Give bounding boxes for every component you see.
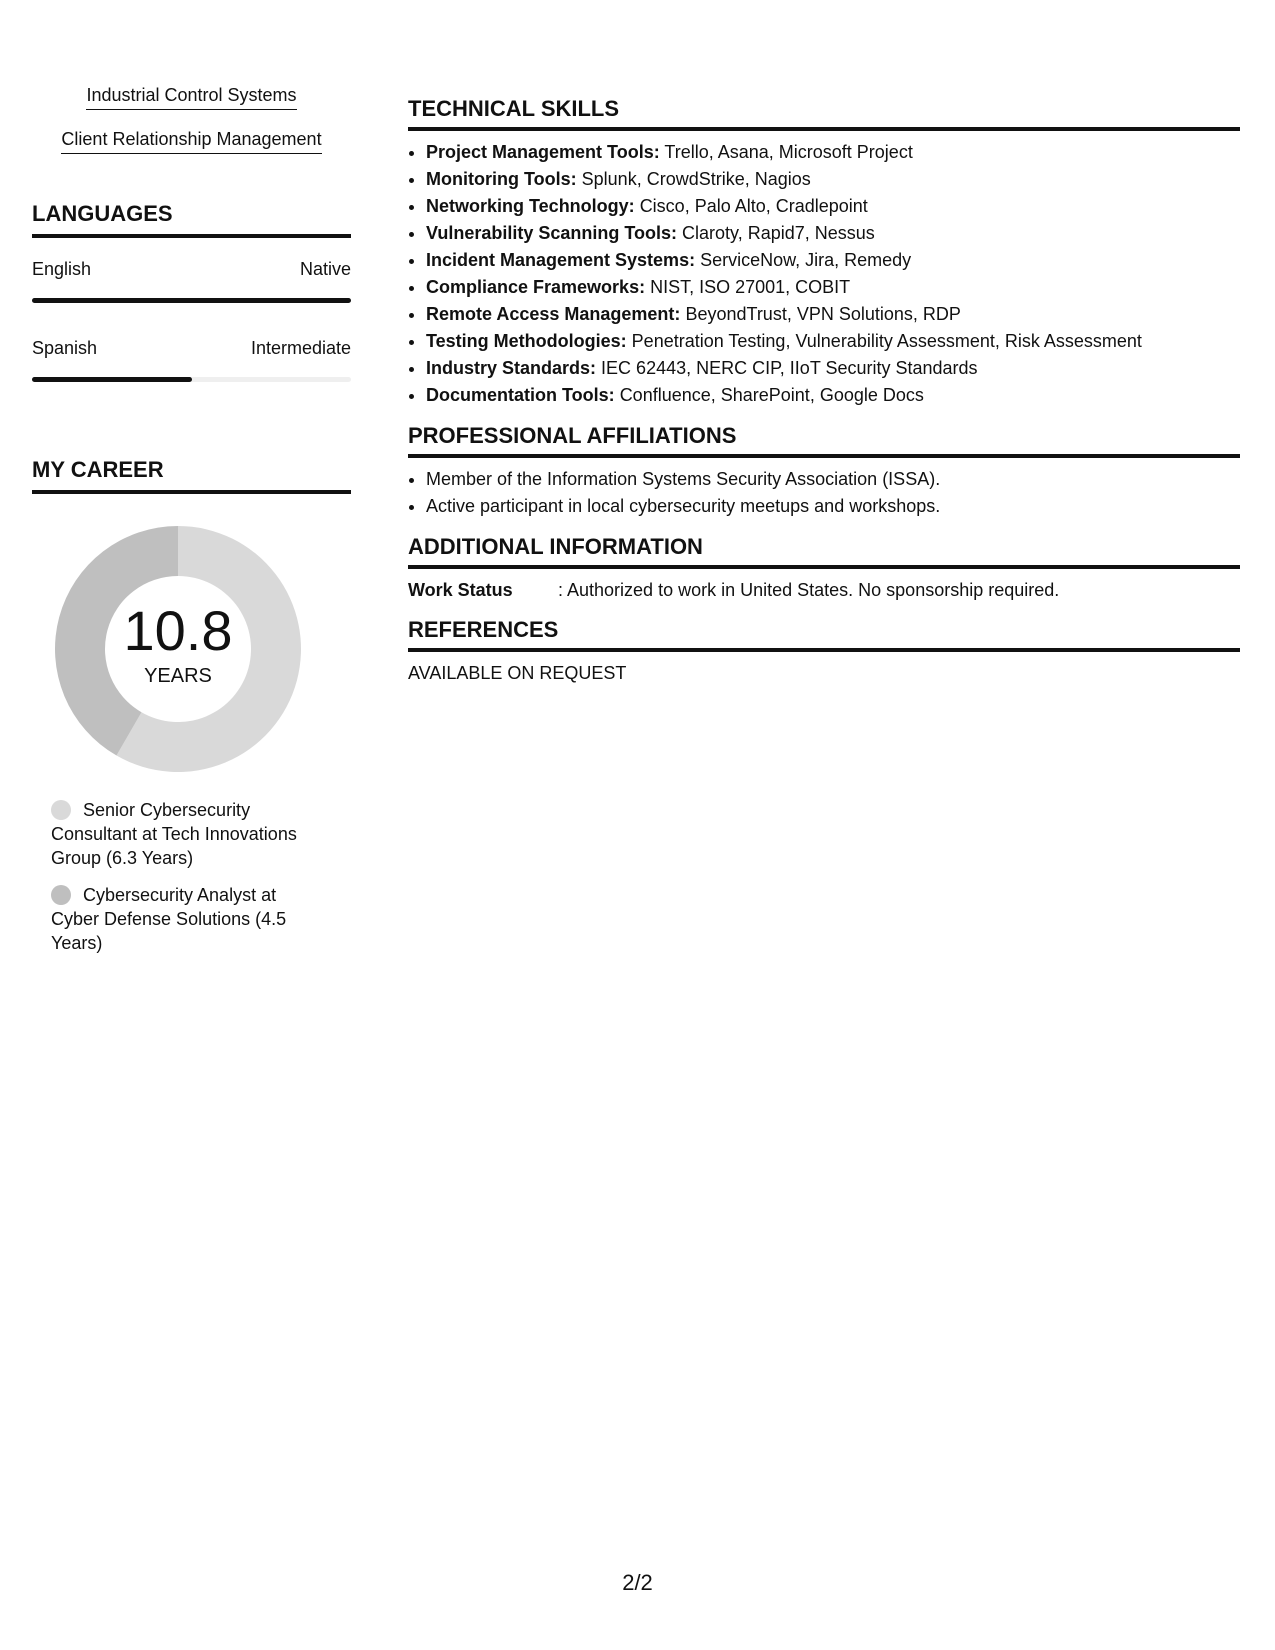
language-level: Native xyxy=(299,259,351,279)
language-level-bar xyxy=(32,298,351,303)
references-heading: REFERENCES xyxy=(408,617,1240,652)
additional-info-heading: ADDITIONAL INFORMATION xyxy=(408,534,1240,569)
sidebar xyxy=(32,84,351,968)
skill-value: ServiceNow, Jira, Remedy xyxy=(700,250,912,270)
list-item xyxy=(426,355,1240,382)
list-item xyxy=(426,382,1240,409)
skill-label: Project Management Tools: xyxy=(426,142,660,162)
work-status-label: Work Status xyxy=(408,580,513,600)
language-level-bar-fill xyxy=(32,377,192,382)
list-item xyxy=(426,328,1240,355)
affiliations-heading: PROFESSIONAL AFFILIATIONS xyxy=(408,423,1240,458)
list-item xyxy=(426,301,1240,328)
technical-skills-section xyxy=(408,96,1240,409)
skill-value: Claroty, Rapid7, Nessus xyxy=(682,223,875,243)
career-donut-chart xyxy=(55,526,301,772)
language-level-bar-fill xyxy=(32,298,351,303)
legend-dot-icon xyxy=(51,800,71,820)
affiliations-list xyxy=(408,466,1240,520)
skill-label: Documentation Tools: xyxy=(426,385,615,405)
skill-value: BeyondTrust, VPN Solutions, RDP xyxy=(685,304,961,324)
references-text: AVAILABLE ON REQUEST xyxy=(408,663,627,683)
career-legend-item xyxy=(51,883,321,955)
skill-value: NIST, ISO 27001, COBIT xyxy=(650,277,851,297)
main-content xyxy=(408,96,1240,700)
skill-label: Vulnerability Scanning Tools: xyxy=(426,223,678,243)
skill-label: Monitoring Tools: xyxy=(426,169,577,189)
list-item xyxy=(426,274,1240,301)
list-item xyxy=(426,166,1240,193)
additional-info-section xyxy=(408,534,1240,603)
skill-label: Compliance Frameworks: xyxy=(426,277,646,297)
list-item xyxy=(426,247,1240,274)
list-item xyxy=(426,193,1240,220)
skill-value: Confluence, SharePoint, Google Docs xyxy=(619,385,924,405)
list-item xyxy=(426,139,1240,166)
career-section xyxy=(32,456,351,955)
work-status-row xyxy=(408,577,1240,603)
skill-label: Testing Methodologies: xyxy=(426,331,627,351)
technical-skills-list xyxy=(408,139,1240,409)
career-total-value: 10.8 xyxy=(123,598,233,662)
skill-label: Incident Management Systems: xyxy=(426,250,696,270)
skill-tag-label: Client Relationship Management xyxy=(61,128,321,154)
language-item xyxy=(32,258,351,303)
skill-value: Penetration Testing, Vulnerability Assessment, Risk Assessment xyxy=(631,331,1142,351)
career-legend-label: Senior Cybersecurity Consultant at Tech Innovations Group (6.3 Years) xyxy=(51,800,297,868)
skill-tag-label: Industrial Control Systems xyxy=(86,84,296,110)
career-legend-label: Cybersecurity Analyst at Cyber Defense Solutions (4.5 Years) xyxy=(51,885,287,953)
list-item: • Member of the Information Systems Security Association (ISSA). xyxy=(426,466,1240,493)
skill-value: Splunk, CrowdStrike, Nagios xyxy=(581,169,811,189)
career-legend-item xyxy=(51,798,321,870)
donut-center xyxy=(55,526,301,772)
page-number: 2/2 xyxy=(622,1570,653,1595)
skill-label: Networking Technology: xyxy=(426,196,635,216)
languages-section xyxy=(32,200,351,382)
references-section xyxy=(408,617,1240,686)
technical-skills-heading: TECHNICAL SKILLS xyxy=(408,96,1240,131)
career-heading: MY CAREER xyxy=(32,456,351,494)
skill-value: Trello, Asana, Microsoft Project xyxy=(664,142,913,162)
skill-value: Cisco, Palo Alto, Cradlepoint xyxy=(639,196,868,216)
language-item xyxy=(32,337,351,382)
skill-tag xyxy=(32,128,351,154)
languages-heading: LANGUAGES xyxy=(32,200,351,238)
language-level-bar xyxy=(32,377,351,382)
list-item xyxy=(426,220,1240,247)
affiliations-section xyxy=(408,423,1240,520)
skill-label: Remote Access Management: xyxy=(426,304,681,324)
legend-dot-icon xyxy=(51,885,71,905)
skill-value: IEC 62443, NERC CIP, IIoT Security Standards xyxy=(601,358,978,378)
career-legend xyxy=(51,798,321,955)
career-total-unit: YEARS xyxy=(144,664,212,687)
language-name: Spanish xyxy=(32,338,98,358)
language-name: English xyxy=(32,259,92,279)
list-item: • Active participant in local cybersecurity meetups and workshops. xyxy=(426,493,1240,520)
language-level: Intermediate xyxy=(250,338,351,358)
work-status-value: : Authorized to work in United States. No sponsorship required. xyxy=(558,580,1060,600)
skill-label: Industry Standards: xyxy=(426,358,597,378)
skill-tag xyxy=(32,84,351,110)
